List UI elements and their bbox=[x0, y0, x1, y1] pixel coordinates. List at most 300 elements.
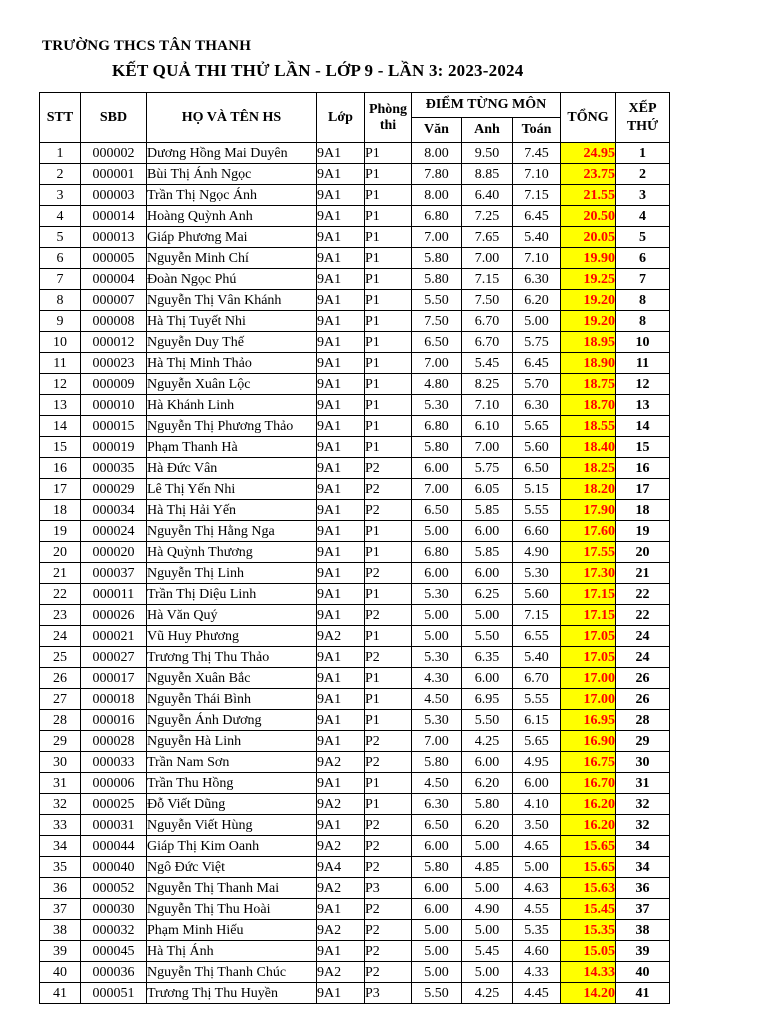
cell-sbd: 000052 bbox=[81, 878, 147, 899]
cell-anh: 9.50 bbox=[462, 143, 513, 164]
cell-sbd: 000006 bbox=[81, 773, 147, 794]
cell-stt: 7 bbox=[40, 269, 81, 290]
cell-total: 18.95 bbox=[561, 332, 616, 353]
table-row bbox=[40, 185, 670, 206]
cell-room: P2 bbox=[365, 899, 412, 920]
header-subject-group: ĐIỂM TỪNG MÔN bbox=[412, 93, 561, 118]
cell-anh: 5.50 bbox=[462, 626, 513, 647]
cell-class: 9A1 bbox=[317, 500, 365, 521]
cell-stt: 40 bbox=[40, 962, 81, 983]
cell-toan: 4.90 bbox=[513, 542, 561, 563]
cell-sbd: 000045 bbox=[81, 941, 147, 962]
cell-sbd: 000019 bbox=[81, 437, 147, 458]
cell-rank: 37 bbox=[616, 899, 670, 920]
table-row bbox=[40, 395, 670, 416]
cell-rank: 40 bbox=[616, 962, 670, 983]
cell-sbd: 000036 bbox=[81, 962, 147, 983]
cell-toan: 4.95 bbox=[513, 752, 561, 773]
cell-van: 5.30 bbox=[412, 710, 462, 731]
table-row bbox=[40, 584, 670, 605]
cell-stt: 38 bbox=[40, 920, 81, 941]
cell-name: Hoàng Quỳnh Anh bbox=[147, 206, 317, 227]
cell-toan: 5.65 bbox=[513, 416, 561, 437]
cell-total: 15.45 bbox=[561, 899, 616, 920]
cell-room: P1 bbox=[365, 710, 412, 731]
cell-anh: 6.10 bbox=[462, 416, 513, 437]
cell-room: P1 bbox=[365, 164, 412, 185]
cell-stt: 16 bbox=[40, 458, 81, 479]
page-title: KẾT QUẢ THI THỬ LẦN - LỚP 9 - LẦN 3: 2023-2024 bbox=[112, 61, 524, 80]
cell-stt: 31 bbox=[40, 773, 81, 794]
cell-room: P1 bbox=[365, 542, 412, 563]
cell-name: Đỗ Viết Dũng bbox=[147, 794, 317, 815]
cell-class: 9A1 bbox=[317, 479, 365, 500]
cell-toan: 6.45 bbox=[513, 206, 561, 227]
cell-rank: 22 bbox=[616, 584, 670, 605]
table-row bbox=[40, 521, 670, 542]
table-row bbox=[40, 920, 670, 941]
cell-rank: 30 bbox=[616, 752, 670, 773]
cell-anh: 7.50 bbox=[462, 290, 513, 311]
cell-class: 9A1 bbox=[317, 290, 365, 311]
table-row bbox=[40, 983, 670, 1004]
cell-sbd: 000012 bbox=[81, 332, 147, 353]
cell-toan: 7.15 bbox=[513, 605, 561, 626]
table-row bbox=[40, 899, 670, 920]
cell-class: 9A1 bbox=[317, 584, 365, 605]
cell-room: P1 bbox=[365, 269, 412, 290]
cell-anh: 6.95 bbox=[462, 689, 513, 710]
cell-rank: 21 bbox=[616, 563, 670, 584]
cell-total: 15.35 bbox=[561, 920, 616, 941]
cell-name: Hà Thị Minh Thảo bbox=[147, 353, 317, 374]
cell-room: P1 bbox=[365, 416, 412, 437]
cell-class: 9A1 bbox=[317, 269, 365, 290]
cell-room: P1 bbox=[365, 353, 412, 374]
header-room-line1: Phòng bbox=[368, 101, 408, 117]
cell-rank: 39 bbox=[616, 941, 670, 962]
cell-sbd: 000008 bbox=[81, 311, 147, 332]
table-row bbox=[40, 731, 670, 752]
cell-stt: 26 bbox=[40, 668, 81, 689]
cell-room: P1 bbox=[365, 206, 412, 227]
cell-sbd: 000026 bbox=[81, 605, 147, 626]
cell-room: P1 bbox=[365, 311, 412, 332]
cell-sbd: 000010 bbox=[81, 395, 147, 416]
cell-room: P1 bbox=[365, 437, 412, 458]
cell-toan: 6.70 bbox=[513, 668, 561, 689]
cell-name: Giáp Phương Mai bbox=[147, 227, 317, 248]
cell-total: 17.30 bbox=[561, 563, 616, 584]
table-row bbox=[40, 647, 670, 668]
cell-room: P2 bbox=[365, 563, 412, 584]
cell-toan: 7.45 bbox=[513, 143, 561, 164]
cell-rank: 2 bbox=[616, 164, 670, 185]
cell-rank: 4 bbox=[616, 206, 670, 227]
cell-sbd: 000031 bbox=[81, 815, 147, 836]
cell-class: 9A1 bbox=[317, 983, 365, 1004]
cell-van: 7.00 bbox=[412, 479, 462, 500]
cell-total: 18.75 bbox=[561, 374, 616, 395]
cell-name: Nguyễn Hà Linh bbox=[147, 731, 317, 752]
cell-toan: 5.55 bbox=[513, 689, 561, 710]
cell-total: 17.60 bbox=[561, 521, 616, 542]
cell-name: Nguyễn Thái Bình bbox=[147, 689, 317, 710]
cell-rank: 32 bbox=[616, 815, 670, 836]
table-row bbox=[40, 605, 670, 626]
cell-class: 9A1 bbox=[317, 773, 365, 794]
cell-van: 5.00 bbox=[412, 605, 462, 626]
cell-van: 5.00 bbox=[412, 941, 462, 962]
cell-toan: 4.33 bbox=[513, 962, 561, 983]
cell-toan: 5.40 bbox=[513, 227, 561, 248]
cell-toan: 6.55 bbox=[513, 626, 561, 647]
cell-name: Hà Thị Tuyết Nhi bbox=[147, 311, 317, 332]
cell-van: 5.00 bbox=[412, 626, 462, 647]
cell-stt: 27 bbox=[40, 689, 81, 710]
cell-stt: 37 bbox=[40, 899, 81, 920]
cell-total: 19.25 bbox=[561, 269, 616, 290]
cell-room: P3 bbox=[365, 983, 412, 1004]
cell-anh: 5.00 bbox=[462, 878, 513, 899]
cell-stt: 33 bbox=[40, 815, 81, 836]
cell-class: 9A2 bbox=[317, 962, 365, 983]
cell-anh: 6.25 bbox=[462, 584, 513, 605]
cell-toan: 5.55 bbox=[513, 500, 561, 521]
cell-rank: 32 bbox=[616, 794, 670, 815]
cell-room: P1 bbox=[365, 374, 412, 395]
cell-rank: 11 bbox=[616, 353, 670, 374]
cell-total: 15.05 bbox=[561, 941, 616, 962]
cell-toan: 6.45 bbox=[513, 353, 561, 374]
table-row bbox=[40, 227, 670, 248]
table-row bbox=[40, 941, 670, 962]
cell-class: 9A1 bbox=[317, 563, 365, 584]
cell-class: 9A1 bbox=[317, 458, 365, 479]
cell-room: P2 bbox=[365, 458, 412, 479]
cell-class: 9A1 bbox=[317, 542, 365, 563]
cell-sbd: 000033 bbox=[81, 752, 147, 773]
cell-class: 9A1 bbox=[317, 605, 365, 626]
cell-name: Giáp Thị Kim Oanh bbox=[147, 836, 317, 857]
cell-class: 9A1 bbox=[317, 668, 365, 689]
cell-name: Lê Thị Yến Nhi bbox=[147, 479, 317, 500]
cell-rank: 16 bbox=[616, 458, 670, 479]
cell-sbd: 000028 bbox=[81, 731, 147, 752]
cell-rank: 14 bbox=[616, 416, 670, 437]
table-row bbox=[40, 353, 670, 374]
cell-class: 9A1 bbox=[317, 227, 365, 248]
table-row bbox=[40, 878, 670, 899]
cell-total: 23.75 bbox=[561, 164, 616, 185]
table-row bbox=[40, 479, 670, 500]
header-rank-line1: XẾP bbox=[628, 100, 657, 116]
cell-van: 5.00 bbox=[412, 920, 462, 941]
cell-stt: 22 bbox=[40, 584, 81, 605]
table-row bbox=[40, 815, 670, 836]
cell-room: P1 bbox=[365, 773, 412, 794]
cell-van: 6.00 bbox=[412, 836, 462, 857]
cell-toan: 6.50 bbox=[513, 458, 561, 479]
cell-stt: 12 bbox=[40, 374, 81, 395]
cell-name: Trương Thị Thu Thảo bbox=[147, 647, 317, 668]
cell-name: Nguyễn Xuân Bắc bbox=[147, 668, 317, 689]
cell-stt: 9 bbox=[40, 311, 81, 332]
cell-anh: 5.45 bbox=[462, 941, 513, 962]
header-room-line2: thi bbox=[379, 117, 397, 133]
cell-total: 17.90 bbox=[561, 500, 616, 521]
cell-stt: 30 bbox=[40, 752, 81, 773]
cell-anh: 6.70 bbox=[462, 311, 513, 332]
cell-rank: 26 bbox=[616, 689, 670, 710]
table-row bbox=[40, 290, 670, 311]
cell-rank: 15 bbox=[616, 437, 670, 458]
cell-anh: 6.05 bbox=[462, 479, 513, 500]
cell-name: Hà Quỳnh Thương bbox=[147, 542, 317, 563]
cell-rank: 28 bbox=[616, 710, 670, 731]
cell-total: 18.40 bbox=[561, 437, 616, 458]
table-row bbox=[40, 710, 670, 731]
cell-class: 9A1 bbox=[317, 689, 365, 710]
cell-class: 9A1 bbox=[317, 164, 365, 185]
cell-sbd: 000017 bbox=[81, 668, 147, 689]
cell-class: 9A2 bbox=[317, 878, 365, 899]
cell-total: 20.05 bbox=[561, 227, 616, 248]
cell-stt: 10 bbox=[40, 332, 81, 353]
cell-anh: 4.25 bbox=[462, 731, 513, 752]
cell-van: 5.50 bbox=[412, 983, 462, 1004]
cell-rank: 7 bbox=[616, 269, 670, 290]
table-row bbox=[40, 416, 670, 437]
cell-name: Dương Hồng Mai Duyên bbox=[147, 143, 317, 164]
cell-stt: 5 bbox=[40, 227, 81, 248]
cell-room: P2 bbox=[365, 836, 412, 857]
cell-total: 18.20 bbox=[561, 479, 616, 500]
cell-name: Hà Khánh Linh bbox=[147, 395, 317, 416]
cell-van: 5.80 bbox=[412, 269, 462, 290]
cell-room: P2 bbox=[365, 962, 412, 983]
cell-room: P1 bbox=[365, 143, 412, 164]
cell-name: Nguyễn Thị Linh bbox=[147, 563, 317, 584]
cell-name: Đoàn Ngọc Phú bbox=[147, 269, 317, 290]
header-van: Văn bbox=[412, 118, 462, 143]
cell-rank: 17 bbox=[616, 479, 670, 500]
cell-stt: 21 bbox=[40, 563, 81, 584]
cell-anh: 7.00 bbox=[462, 437, 513, 458]
cell-rank: 8 bbox=[616, 290, 670, 311]
cell-van: 6.00 bbox=[412, 899, 462, 920]
cell-stt: 24 bbox=[40, 626, 81, 647]
cell-class: 9A2 bbox=[317, 920, 365, 941]
cell-class: 9A4 bbox=[317, 857, 365, 878]
cell-toan: 4.63 bbox=[513, 878, 561, 899]
cell-name: Hà Đức Vân bbox=[147, 458, 317, 479]
cell-rank: 22 bbox=[616, 605, 670, 626]
cell-name: Nguyễn Xuân Lộc bbox=[147, 374, 317, 395]
cell-total: 16.90 bbox=[561, 731, 616, 752]
cell-anh: 6.00 bbox=[462, 668, 513, 689]
cell-van: 6.00 bbox=[412, 458, 462, 479]
cell-rank: 24 bbox=[616, 647, 670, 668]
cell-sbd: 000011 bbox=[81, 584, 147, 605]
cell-total: 17.05 bbox=[561, 626, 616, 647]
cell-room: P1 bbox=[365, 626, 412, 647]
cell-toan: 5.15 bbox=[513, 479, 561, 500]
cell-stt: 6 bbox=[40, 248, 81, 269]
cell-rank: 18 bbox=[616, 500, 670, 521]
cell-van: 8.00 bbox=[412, 143, 462, 164]
cell-room: P1 bbox=[365, 521, 412, 542]
cell-sbd: 000032 bbox=[81, 920, 147, 941]
cell-sbd: 000015 bbox=[81, 416, 147, 437]
cell-toan: 5.65 bbox=[513, 731, 561, 752]
table-row bbox=[40, 437, 670, 458]
cell-total: 24.95 bbox=[561, 143, 616, 164]
cell-toan: 5.60 bbox=[513, 437, 561, 458]
cell-sbd: 000020 bbox=[81, 542, 147, 563]
cell-van: 7.00 bbox=[412, 731, 462, 752]
cell-stt: 15 bbox=[40, 437, 81, 458]
cell-rank: 6 bbox=[616, 248, 670, 269]
cell-van: 4.30 bbox=[412, 668, 462, 689]
cell-rank: 13 bbox=[616, 395, 670, 416]
cell-anh: 6.00 bbox=[462, 521, 513, 542]
table-row bbox=[40, 668, 670, 689]
header-rank-line2: THỨ bbox=[626, 118, 659, 134]
cell-name: Nguyễn Thị Phương Thảo bbox=[147, 416, 317, 437]
cell-stt: 34 bbox=[40, 836, 81, 857]
cell-total: 18.55 bbox=[561, 416, 616, 437]
cell-van: 4.50 bbox=[412, 689, 462, 710]
cell-toan: 6.15 bbox=[513, 710, 561, 731]
cell-class: 9A2 bbox=[317, 836, 365, 857]
cell-stt: 18 bbox=[40, 500, 81, 521]
table-row bbox=[40, 752, 670, 773]
cell-anh: 6.70 bbox=[462, 332, 513, 353]
cell-anh: 5.00 bbox=[462, 836, 513, 857]
cell-sbd: 000007 bbox=[81, 290, 147, 311]
cell-room: P1 bbox=[365, 395, 412, 416]
cell-sbd: 000037 bbox=[81, 563, 147, 584]
cell-class: 9A1 bbox=[317, 416, 365, 437]
cell-room: P1 bbox=[365, 290, 412, 311]
cell-class: 9A1 bbox=[317, 206, 365, 227]
cell-total: 19.20 bbox=[561, 311, 616, 332]
cell-toan: 5.00 bbox=[513, 857, 561, 878]
cell-toan: 7.10 bbox=[513, 164, 561, 185]
cell-stt: 41 bbox=[40, 983, 81, 1004]
cell-anh: 6.00 bbox=[462, 752, 513, 773]
cell-toan: 5.40 bbox=[513, 647, 561, 668]
table-row bbox=[40, 206, 670, 227]
cell-stt: 35 bbox=[40, 857, 81, 878]
table-row bbox=[40, 311, 670, 332]
cell-sbd: 000021 bbox=[81, 626, 147, 647]
cell-stt: 36 bbox=[40, 878, 81, 899]
cell-anh: 4.85 bbox=[462, 857, 513, 878]
header-toan: Toán bbox=[513, 118, 561, 143]
cell-anh: 5.45 bbox=[462, 353, 513, 374]
cell-total: 17.00 bbox=[561, 689, 616, 710]
cell-van: 4.50 bbox=[412, 773, 462, 794]
table-row bbox=[40, 269, 670, 290]
cell-room: P2 bbox=[365, 479, 412, 500]
cell-class: 9A1 bbox=[317, 437, 365, 458]
cell-rank: 5 bbox=[616, 227, 670, 248]
cell-van: 6.80 bbox=[412, 416, 462, 437]
cell-van: 5.30 bbox=[412, 395, 462, 416]
cell-class: 9A1 bbox=[317, 248, 365, 269]
cell-total: 19.20 bbox=[561, 290, 616, 311]
cell-name: Vũ Huy Phương bbox=[147, 626, 317, 647]
cell-name: Phạm Minh Hiếu bbox=[147, 920, 317, 941]
cell-sbd: 000027 bbox=[81, 647, 147, 668]
cell-stt: 1 bbox=[40, 143, 81, 164]
cell-class: 9A1 bbox=[317, 374, 365, 395]
cell-toan: 4.45 bbox=[513, 983, 561, 1004]
cell-class: 9A2 bbox=[317, 752, 365, 773]
cell-sbd: 000013 bbox=[81, 227, 147, 248]
table-row bbox=[40, 773, 670, 794]
cell-name: Trần Thị Ngọc Ánh bbox=[147, 185, 317, 206]
cell-toan: 5.70 bbox=[513, 374, 561, 395]
cell-anh: 5.85 bbox=[462, 542, 513, 563]
cell-total: 18.25 bbox=[561, 458, 616, 479]
cell-stt: 20 bbox=[40, 542, 81, 563]
cell-stt: 3 bbox=[40, 185, 81, 206]
cell-anh: 8.85 bbox=[462, 164, 513, 185]
cell-anh: 5.50 bbox=[462, 710, 513, 731]
header-class: Lớp bbox=[317, 93, 365, 143]
cell-anh: 6.35 bbox=[462, 647, 513, 668]
cell-class: 9A1 bbox=[317, 185, 365, 206]
cell-room: P2 bbox=[365, 731, 412, 752]
cell-anh: 7.65 bbox=[462, 227, 513, 248]
cell-room: P1 bbox=[365, 668, 412, 689]
cell-van: 6.50 bbox=[412, 332, 462, 353]
cell-total: 17.05 bbox=[561, 647, 616, 668]
cell-anh: 5.00 bbox=[462, 920, 513, 941]
cell-name: Trần Nam Sơn bbox=[147, 752, 317, 773]
cell-rank: 3 bbox=[616, 185, 670, 206]
cell-stt: 11 bbox=[40, 353, 81, 374]
cell-room: P1 bbox=[365, 689, 412, 710]
cell-van: 5.80 bbox=[412, 857, 462, 878]
cell-rank: 34 bbox=[616, 857, 670, 878]
cell-room: P2 bbox=[365, 857, 412, 878]
cell-van: 7.00 bbox=[412, 353, 462, 374]
cell-name: Phạm Thanh Hà bbox=[147, 437, 317, 458]
cell-rank: 41 bbox=[616, 983, 670, 1004]
results-table bbox=[39, 92, 670, 1004]
table-row bbox=[40, 689, 670, 710]
cell-class: 9A2 bbox=[317, 626, 365, 647]
table-row bbox=[40, 374, 670, 395]
table-row bbox=[40, 143, 670, 164]
cell-van: 6.00 bbox=[412, 563, 462, 584]
cell-rank: 24 bbox=[616, 626, 670, 647]
cell-stt: 8 bbox=[40, 290, 81, 311]
school-name: TRƯỜNG THCS TÂN THANH bbox=[42, 38, 252, 54]
cell-class: 9A1 bbox=[317, 731, 365, 752]
cell-class: 9A1 bbox=[317, 311, 365, 332]
cell-anh: 5.75 bbox=[462, 458, 513, 479]
cell-rank: 31 bbox=[616, 773, 670, 794]
cell-anh: 7.15 bbox=[462, 269, 513, 290]
cell-room: P3 bbox=[365, 878, 412, 899]
cell-stt: 2 bbox=[40, 164, 81, 185]
header-room bbox=[365, 93, 412, 143]
